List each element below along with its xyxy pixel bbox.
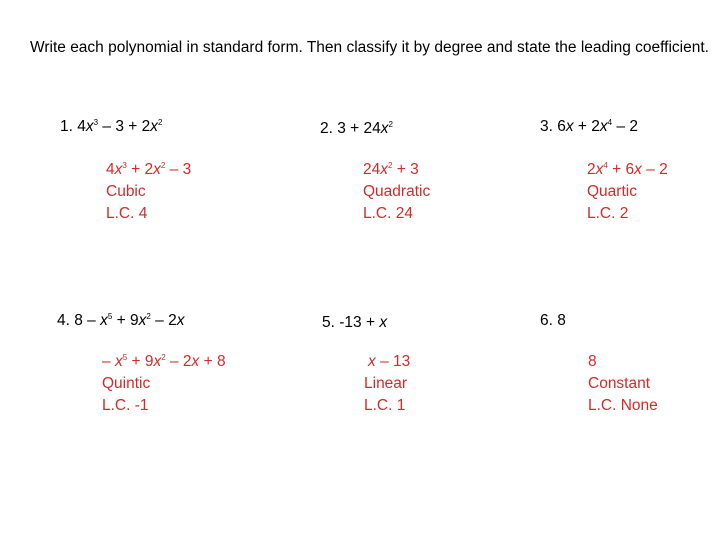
- answer-3: [587, 159, 668, 225]
- problem-4-label: 4.: [57, 312, 75, 329]
- answer-1-leading-coefficient: L.C. 4: [106, 205, 148, 222]
- problem-2-label: 2.: [320, 120, 338, 137]
- answer-6-standard-form: 8: [588, 353, 597, 370]
- answer-3-degree: Quartic: [587, 183, 637, 200]
- answer-6-leading-coefficient: L.C. None: [588, 397, 658, 414]
- answer-1-degree: Cubic: [106, 183, 146, 200]
- answer-2: [363, 159, 430, 225]
- answer-5-degree: Linear: [364, 375, 408, 392]
- answer-2-leading-coefficient: L.C. 24: [363, 205, 413, 222]
- answer-1: [106, 159, 191, 225]
- problem-5: [322, 314, 387, 332]
- answer-4-leading-coefficient: L.C. -1: [102, 397, 149, 414]
- problem-3-label: 3.: [540, 118, 558, 135]
- problem-2-expr: $3 + 24x^2$: [337, 120, 393, 137]
- problem-1: [60, 118, 162, 136]
- problem-1-expr: $4x^3 - 3 + 2x^2$: [77, 118, 163, 135]
- problem-5-label: 5.: [322, 314, 340, 331]
- answer-5-leading-coefficient: L.C. 1: [364, 397, 406, 414]
- problem-6-label: 6.: [540, 312, 558, 329]
- answer-6-degree: Constant: [588, 375, 651, 392]
- answer-3-leading-coefficient: L.C. 2: [587, 205, 629, 222]
- answer-2-standard-form: $24x^2 + 3$: [363, 161, 419, 178]
- answer-5-standard-form: x – 13: [368, 353, 411, 370]
- instructions: Write each polynomial in standard form. Then classify it by degree and state the leading coefficient.: [30, 39, 709, 56]
- answer-4: [102, 351, 226, 417]
- problem-2: [320, 120, 393, 138]
- problem-6-expr: 8: [557, 312, 566, 329]
- answer-4-standard-form: – $x^5 + 9x^2 - 2x + 8$: [102, 353, 226, 370]
- answer-3-standard-form: $2x^4 + 6x - 2$: [587, 161, 668, 178]
- problem-5-expr: -13 + x: [339, 314, 388, 331]
- problem-6: [540, 312, 566, 330]
- problem-3: [540, 118, 638, 136]
- problem-3-expr: $6x + 2x^4 - 2$: [557, 118, 638, 135]
- answer-2-degree: Quadratic: [363, 183, 431, 200]
- problem-4: [57, 312, 184, 330]
- answer-4-degree: Quintic: [102, 375, 151, 392]
- problem-4-expr: $8 - x^5 + 9x^2 - 2x$: [74, 312, 185, 329]
- answer-6: [588, 351, 658, 417]
- answer-1-standard-form: $4x^3 + 2x^2 - 3$: [106, 161, 192, 178]
- problem-1-label: 1.: [60, 118, 78, 135]
- answer-5: [364, 351, 410, 417]
